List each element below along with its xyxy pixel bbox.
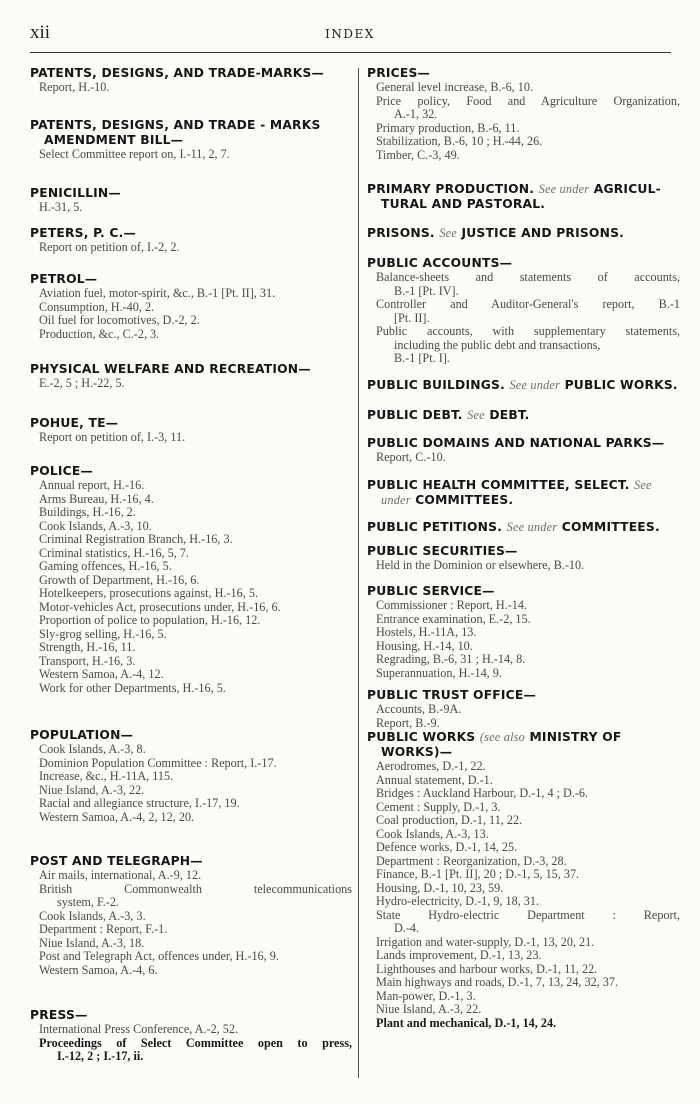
subentry-text: Hydro-electricity, D.-1, 9, 18, 31. <box>376 894 540 908</box>
index-entry <box>367 378 680 393</box>
subentry <box>30 148 352 162</box>
heading-text: PUBLIC SERVICE— <box>367 584 495 598</box>
subentry <box>367 909 680 936</box>
see-reference: See under <box>509 378 561 392</box>
index-entry <box>30 226 352 255</box>
subentry <box>30 479 352 493</box>
subentry-text: Finance, B.-1 [Pt. II], 20 ; D.-1, 5, 15, 37. <box>376 867 580 881</box>
subentry-text: Annual statement, D.-1. <box>376 772 493 787</box>
index-entry <box>30 464 352 695</box>
subentry <box>30 314 352 328</box>
subentry-text: Commissioner : Report, H.-14. <box>376 598 527 612</box>
subentry <box>367 963 680 977</box>
index-entry <box>30 416 352 445</box>
subentry-text: Report, B.-9. <box>376 715 440 730</box>
subentry-text: B.-1 [Pt. I]. <box>394 351 450 365</box>
heading-text: TURAL AND PASTORAL. <box>381 197 546 211</box>
subentry-text: Report on petition of, I.-2, 2. <box>39 240 180 254</box>
subentry-text: Department : Reorganization, D.-3, 28. <box>376 853 567 868</box>
index-entry <box>367 584 680 680</box>
heading-text: PUBLIC PETITIONS. <box>367 520 503 534</box>
subentry <box>30 923 352 937</box>
subentry-text: E.-2, 5 ; H.-22, 5. <box>39 376 125 390</box>
subentry <box>30 641 352 655</box>
see-reference: (see also <box>479 730 526 744</box>
index-entry <box>30 66 352 95</box>
heading-text: POHUE, TE— <box>30 416 119 430</box>
subentry <box>367 613 680 627</box>
heading-text: PRESS— <box>30 1008 88 1022</box>
subentry <box>30 533 352 547</box>
heading-text: PRISONS. <box>367 226 435 240</box>
index-entry <box>367 66 680 162</box>
subentry <box>367 271 680 298</box>
subentry-text: Accounts, B.-9A. <box>376 702 462 716</box>
subentry-text: Arms Bureau, H.-16, 4. <box>39 491 154 506</box>
subentry-text: Western Samoa, A.-4, 6. <box>39 962 158 977</box>
cross-reference-target: MINISTRY OF <box>529 730 622 744</box>
subentry-text: International Press Conference, A.-2, 52. <box>39 1022 239 1036</box>
subentry-text: Public accounts, with supplementary statements, <box>376 324 680 338</box>
entry-heading <box>30 226 352 241</box>
subentry <box>30 547 352 561</box>
subentry-text: B.-1 [Pt. IV]. <box>394 283 459 298</box>
header-rule <box>30 52 671 53</box>
subentry-text: Buildings, H.-16, 2. <box>39 505 136 519</box>
heading-text: PUBLIC WORKS <box>367 730 476 744</box>
subentry-text: Defence works, D.-1, 14, 25. <box>376 840 518 854</box>
subentry <box>367 828 680 842</box>
subentry-text: Oil fuel for locomotives, D.-2, 2. <box>39 313 200 327</box>
index-entry <box>30 118 352 162</box>
heading-text: PUBLIC SECURITIES— <box>367 544 518 558</box>
subentry <box>367 814 680 828</box>
subentry-text: Consumption, H.-40, 2. <box>39 299 155 314</box>
subentry-text: system, F.-2. <box>57 895 119 909</box>
cross-reference-target: COMMITTEES. <box>415 493 514 507</box>
entry-heading <box>367 544 680 559</box>
subentry <box>30 797 352 811</box>
subentry-text: Stabilization, B.-6, 10 ; H.-44, 26. <box>376 134 543 148</box>
subentry-text: Criminal Registration Branch, H.-16, 3. <box>39 532 233 546</box>
index-entry <box>367 226 680 241</box>
index-entry <box>30 272 352 341</box>
subentry <box>30 784 352 798</box>
index-entry <box>367 436 680 465</box>
subentry-text: British Commonwealth telecommunications <box>39 881 352 896</box>
subentry-text: Hotelkeepers, prosecutions against, H.-16, 5. <box>39 586 258 600</box>
column-divider <box>358 68 359 1078</box>
entry-heading <box>367 436 680 451</box>
entry-heading <box>30 854 352 869</box>
subentry <box>30 1037 352 1064</box>
subentry <box>367 325 680 366</box>
subentry-text: Racial and allegiance structure, I.-17, 19. <box>39 796 240 810</box>
heading-text: PUBLIC DOMAINS AND NATIONAL PARKS— <box>367 436 665 450</box>
subentry-text: Controller and Auditor-General's report, B.-1 <box>376 297 680 311</box>
subentry <box>30 614 352 628</box>
subentry-text: Primary production, B.-6, 11. <box>376 120 520 135</box>
subentry <box>367 868 680 882</box>
subentry-text: Report on petition of, I.-3, 11. <box>39 430 186 444</box>
subentry <box>30 574 352 588</box>
entry-heading <box>30 118 352 148</box>
subentry-text: Aviation fuel, motor-spirit, &c., B.-1 [Pt. II], 31. <box>39 286 276 300</box>
subentry-text: Proportion of police to population, H.-16, 12. <box>39 613 261 627</box>
subentry-text: Report, C.-10. <box>376 450 446 464</box>
subentry <box>30 628 352 642</box>
index-entry <box>367 478 680 508</box>
heading-text: PATENTS, DESIGNS, AND TRADE - MARKS <box>30 118 321 132</box>
entry-heading <box>367 688 680 703</box>
subentry-text: H.-31, 5. <box>39 200 83 214</box>
subentry-text: Timber, C.-3, 49. <box>376 147 460 162</box>
see-reference: See <box>439 226 457 240</box>
subentry-text: Lands improvement, D.-1, 13, 23. <box>376 948 542 962</box>
subentry <box>30 910 352 924</box>
subentry <box>367 451 680 465</box>
subentry <box>367 135 680 149</box>
heading-text: POST AND TELEGRAPH— <box>30 854 203 868</box>
page-header <box>30 22 670 48</box>
subentry-text: Balance-sheets and statements of accounts, <box>376 270 680 284</box>
entry-heading <box>30 416 352 431</box>
subentry-text: [Pt. II]. <box>394 310 430 325</box>
heading-text: PUBLIC HEALTH COMMITTEE, SELECT. <box>367 478 630 492</box>
entry-heading <box>367 408 680 423</box>
entry-heading <box>30 362 352 377</box>
subentry <box>30 301 352 315</box>
entry-heading <box>367 478 680 508</box>
subentry <box>367 976 680 990</box>
subentry-text: Cook Islands, A.-3, 8. <box>39 742 146 756</box>
subentry-text: Price policy, Food and Agriculture Organization, <box>376 93 680 108</box>
entry-heading <box>30 186 352 201</box>
subentry-text: Hostels, H.-11A, 13. <box>376 625 477 639</box>
subentry <box>30 287 352 301</box>
subentry-text: Niue Island, A.-3, 22. <box>39 782 145 797</box>
subentry <box>30 587 352 601</box>
subentry <box>367 559 680 573</box>
subentry <box>367 626 680 640</box>
subentry-text: Cement : Supply, D.-1, 3. <box>376 799 501 814</box>
subentry-text: Gaming offences, H.-16, 5. <box>39 559 172 573</box>
index-entry <box>30 186 352 215</box>
subentry <box>367 122 680 136</box>
subentry <box>367 895 680 909</box>
subentry-text: Motor-vehicles Act, prosecutions under, H.-16, 6. <box>39 599 281 614</box>
subentry <box>30 964 352 978</box>
heading-continuation <box>367 493 680 508</box>
subentry-text: Plant and mechanical, D.-1, 14, 24. <box>376 1015 557 1030</box>
subentry <box>30 668 352 682</box>
subentry <box>30 869 352 883</box>
index-entry <box>30 362 352 391</box>
index-entry <box>30 1008 352 1064</box>
subentry <box>367 149 680 163</box>
subentry <box>367 882 680 896</box>
cross-reference-target: JUSTICE AND PRISONS. <box>461 226 625 240</box>
heading-text: PUBLIC DEBT. <box>367 408 463 422</box>
index-entry <box>367 408 680 423</box>
subentry-text: Main highways and roads, D.-1, 7, 13, 24, 32, 37. <box>376 975 619 989</box>
subentry-text: Strength, H.-16, 11. <box>39 640 136 654</box>
heading-text: AMENDMENT BILL— <box>44 133 184 147</box>
subentry <box>30 743 352 757</box>
cross-reference-target: PUBLIC WORKS. <box>564 378 678 392</box>
see-reference: under <box>381 493 411 507</box>
cross-reference-target: AGRICUL- <box>593 182 661 196</box>
subentry <box>367 949 680 963</box>
heading-text: WORKS)— <box>381 745 453 759</box>
running-head: INDEX <box>325 27 375 41</box>
subentry <box>30 431 352 445</box>
subentry-text: Held in the Dominion or elsewhere, B.-10. <box>376 558 585 572</box>
entry-heading <box>30 728 352 743</box>
subentry-text: Dominion Population Committee : Report, I.-17. <box>39 755 277 770</box>
subentry-text: Aerodromes, D.-1, 22. <box>376 759 486 773</box>
index-entry <box>367 182 680 212</box>
subentry <box>367 760 680 774</box>
subentry <box>367 936 680 950</box>
subentry-text: Annual report, H.-16. <box>39 478 145 492</box>
subentry-text: Work for other Departments, H.-16, 5. <box>39 680 226 695</box>
subentry-text: Cook Islands, A.-3, 10. <box>39 518 152 533</box>
subentry-text: Increase, &c., H.-11A, 115. <box>39 769 174 783</box>
subentry-text: Housing, D.-1, 10, 23, 59. <box>376 880 504 895</box>
subentry-text: Niue Island, A.-3, 22. <box>376 1002 482 1016</box>
entry-heading <box>30 1008 352 1023</box>
entry-heading <box>367 256 680 271</box>
see-reference: See <box>467 408 485 422</box>
subentry-text: Criminal statistics, H.-16, 5, 7. <box>39 545 189 560</box>
heading-text: PUBLIC BUILDINGS. <box>367 378 505 392</box>
subentry-text: Irrigation and water-supply, D.-1, 13, 20, 21. <box>376 934 595 949</box>
index-entry <box>367 256 680 366</box>
entry-heading <box>367 66 680 81</box>
entry-heading <box>367 226 680 241</box>
heading-text: PUBLIC TRUST OFFICE— <box>367 688 537 702</box>
subentry <box>367 95 680 122</box>
subentry-text: Bridges : Auckland Harbour, D.-1, 4 ; D.-6. <box>376 786 589 800</box>
subentry <box>30 241 352 255</box>
heading-text: PRIMARY PRODUCTION. <box>367 182 535 196</box>
entry-heading <box>30 272 352 287</box>
subentry <box>30 1023 352 1037</box>
subentry-text: Entrance examination, E.-2, 15. <box>376 611 531 626</box>
subentry-text: Cook Islands, A.-3, 13. <box>376 826 489 841</box>
subentry <box>367 599 680 613</box>
entry-heading <box>367 730 680 760</box>
subentry-text: General level increase, B.-6, 10. <box>376 80 534 94</box>
subentry <box>367 841 680 855</box>
entry-heading <box>30 464 352 479</box>
index-entry <box>367 544 680 573</box>
cross-reference-target: COMMITTEES. <box>561 520 660 534</box>
subentry <box>367 787 680 801</box>
index-entry <box>30 854 352 977</box>
subentry-text: Growth of Department, H.-16, 6. <box>39 572 200 587</box>
subentry <box>367 774 680 788</box>
subentry-text: Man-power, D.-1, 3. <box>376 988 476 1003</box>
subentry <box>30 811 352 825</box>
entry-heading <box>367 584 680 599</box>
subentry-text: A.-1, 32. <box>394 107 438 121</box>
subentry <box>367 1003 680 1017</box>
subentry <box>30 560 352 574</box>
entry-heading <box>367 378 680 393</box>
subentry <box>367 81 680 95</box>
subentry-text: Housing, H.-14, 10. <box>376 638 473 653</box>
subentry <box>30 682 352 696</box>
heading-text: PATENTS, DESIGNS, AND TRADE-MARKS— <box>30 66 325 80</box>
heading-text: PETERS, P. C.— <box>30 226 136 240</box>
index-entry <box>367 520 680 535</box>
subentry <box>367 667 680 681</box>
subentry-text: Western Samoa, A.-4, 2, 12, 20. <box>39 809 195 824</box>
subentry <box>30 506 352 520</box>
heading-text: POLICE— <box>30 464 93 478</box>
index-entry <box>367 688 680 730</box>
see-reference: See under <box>506 520 558 534</box>
page-number: xii <box>30 22 51 43</box>
subentry <box>367 990 680 1004</box>
subentry <box>30 520 352 534</box>
subentry-text: including the public debt and transactions, <box>394 337 601 352</box>
index-entry <box>367 730 680 1030</box>
subentry-text: Superannuation, H.-14, 9. <box>376 665 502 680</box>
subentry-text: Production, &c., C.-2, 3. <box>39 326 160 341</box>
subentry <box>30 377 352 391</box>
subentry <box>367 717 680 731</box>
heading-text: PHYSICAL WELFARE AND RECREATION— <box>30 362 311 376</box>
subentry <box>30 950 352 964</box>
subentry <box>367 1017 680 1031</box>
subentry-text: State Hydro-electric Department : Report, <box>376 907 680 922</box>
subentry <box>30 601 352 615</box>
subentry <box>367 640 680 654</box>
heading-text: PETROL— <box>30 272 98 286</box>
subentry-text: Air mails, international, A.-9, 12. <box>39 868 202 882</box>
subentry-text: Niue Island, A.-3, 18. <box>39 935 145 950</box>
cross-reference-target: DEBT. <box>489 408 530 422</box>
entry-heading <box>367 520 680 535</box>
subentry <box>367 801 680 815</box>
subentry <box>367 855 680 869</box>
subentry <box>367 653 680 667</box>
subentry-text: Report, H.-10. <box>39 80 110 94</box>
subentry-text: Department : Report, F.-1. <box>39 922 168 936</box>
subentry <box>30 328 352 342</box>
subentry-text: Sly-grog selling, H.-16, 5. <box>39 626 167 641</box>
entry-heading <box>30 66 352 81</box>
subentry <box>30 883 352 910</box>
see-reference: See under <box>538 182 590 196</box>
subentry <box>367 703 680 717</box>
heading-text: POPULATION— <box>30 728 134 742</box>
subentry-text: Regrading, B.-6, 31 ; H.-14, 8. <box>376 652 526 666</box>
subentry-text: Post and Telegraph Act, offences under, H.-16, 9. <box>39 949 279 963</box>
subentry <box>30 770 352 784</box>
subentry-text: Cook Islands, A.-3, 3. <box>39 908 146 923</box>
subentry-text: Western Samoa, A.-4, 12. <box>39 667 164 681</box>
heading-text: PUBLIC ACCOUNTS— <box>367 256 513 270</box>
subentry <box>30 655 352 669</box>
subentry-text: I.-12, 2 ; I.-17, ii. <box>57 1049 144 1063</box>
subentry-text: Select Committee report on, I.-11, 2, 7. <box>39 147 230 161</box>
subentry-text: Coal production, D.-1, 11, 22. <box>376 813 523 827</box>
subentry <box>30 937 352 951</box>
heading-text: PRICES— <box>367 66 431 80</box>
subentry-text: D.-4. <box>394 921 420 935</box>
subentry-text: Proceedings of Select Committee open to press, <box>39 1035 352 1050</box>
heading-text: PENICILLIN— <box>30 186 121 200</box>
subentry-text: Lighthouses and harbour works, D.-1, 11, 22. <box>376 961 598 976</box>
subentry <box>30 757 352 771</box>
entry-heading <box>367 182 680 212</box>
see-reference: See <box>634 478 652 492</box>
subentry <box>30 201 352 215</box>
subentry <box>367 298 680 325</box>
subentry-text: Transport, H.-16, 3. <box>39 653 136 668</box>
index-entry <box>30 728 352 824</box>
subentry <box>30 81 352 95</box>
subentry <box>30 493 352 507</box>
